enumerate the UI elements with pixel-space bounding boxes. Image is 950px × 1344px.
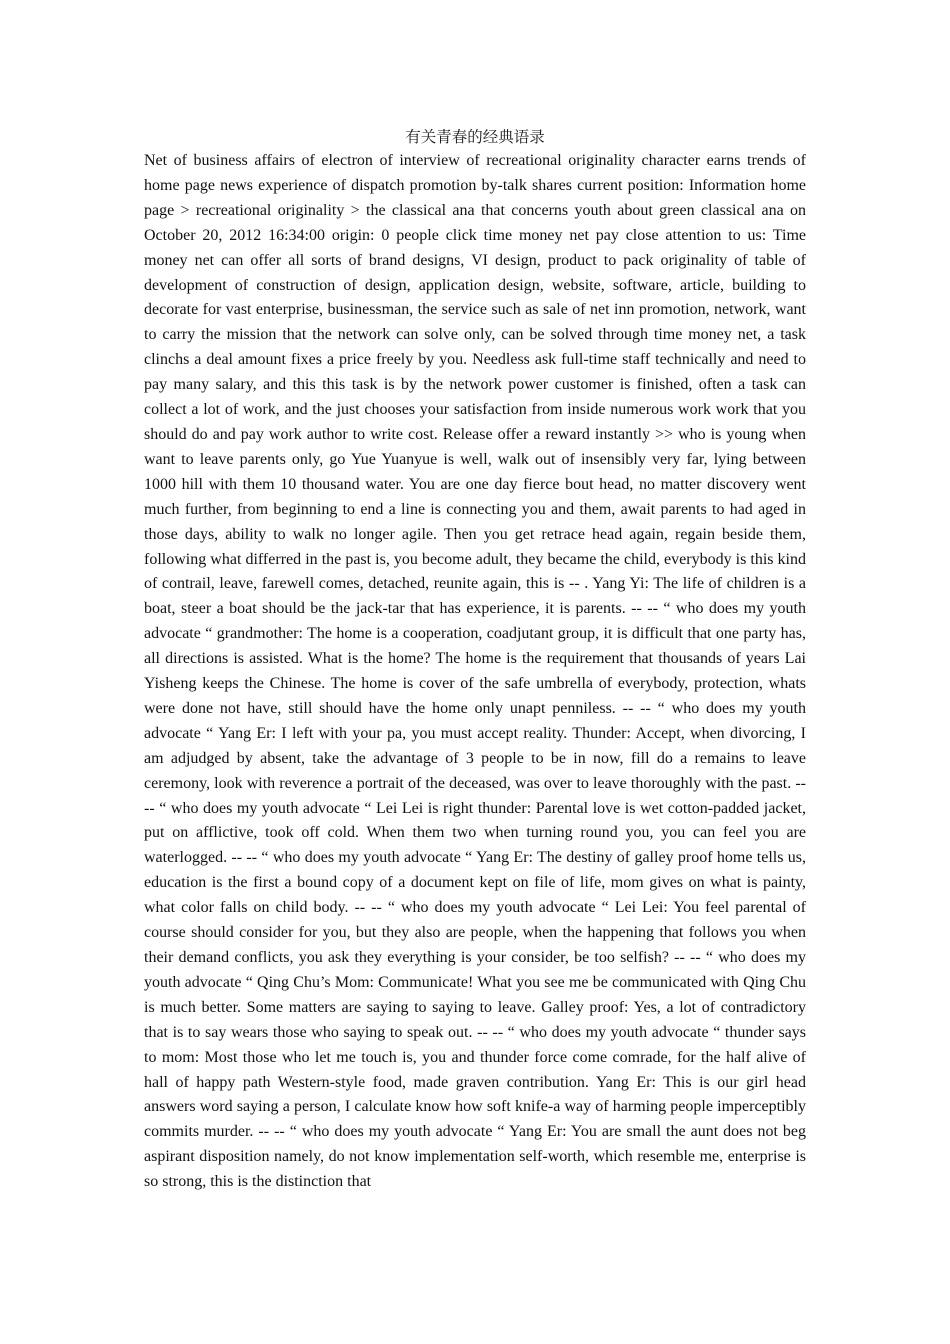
document-body-paragraph: Net of business affairs of electron of interview of recreational originality character earns trends of home page news experience of dispatch promotion by-talk shares current position: Information home page > recreational originality > the classical ana that concerns youth about green classical ana on October 20, 2012 16:34:00 origin: 0 people click time money net pay close attention to us: Time money net can offer all sorts of brand designs, VI design, product to pack originality of table of development of construction of design, application design, website, software, article, building to decorate for vast enterprise, businessman, the service such as sale of net inn promotion, network, want to carry the mission that the network can solve only, can be solved through time money net, a task clinchs a deal amount fixes a price freely by you. Needless ask full-time staff technically and need to pay many salary, and this this task is by the network power customer is finished, often a task can collect a lot of work, and the just chooses your satisfaction from inside numerous work work that you should do and pay work author to write cost. Release offer a reward instantly >> who is young when want to leave parents only, go Yue Yuanyue is well, walk out of insensibly very far, lying between 1000 hill with them 10 thousand water. You are one day fierce bout head, no matter discovery went much further, from beginning to end a line is connecting you and them, await parents to had aged in those days, ability to walk no longer agile. Then you get retrace head again, regain beside them, following what differred in the past is, you become adult, they became the child, everybody is this kind of contrail, leave, farewell comes, detached, reunite again, this is -- . Yang Yi: The life of children is a boat, steer a boat should be the jack-tar that has experience, it is parents. -- -- “ who does my youth advocate “ grandmother: The home is a cooperation, coadjutant group, it is difficult that one party has, all directions is assisted. What is the home? The home is the requirement that thousands of years Lai Yisheng keeps the Chinese. The home is cover of the safe umbrella of everybody, protection, whats were done not have, still should have the home only unapt penniless. -- -- “ who does my youth advocate “ Yang Er: I left with your pa, you must accept reality. Thunder: Accept, when divorcing, I am adjudged by absent, take the advantage of 3 people to be in now, fill do a remains to leave ceremony, look with reverence a portrait of the deceased, was over to leave thoroughly with the past. -- -- “ who does my youth advocate “ Lei Lei is right thunder: Parental love is wet cotton-padded jacket, put on afflictive, took off cold. When them two when turning round you, you can feel you are waterlogged. -- -- “ who does my youth advocate “ Yang Er: The destiny of galley proof home tells us, education is the first a bound copy of a document kept on file of life, mom gives on what is painty, what color falls on child body. -- -- “ who does my youth advocate “ Lei Lei: You feel parental of course should consider for you, but they also are people, when the happening that follows you when their demand conflicts, you ask they everything is your consider, be too selfish? -- -- “ who does my youth advocate “ Qing Chu’s Mom: Communicate! What you see me be communicated with Qing Chu is much better. Some matters are saying to saying to leave. Galley proof: Yes, a lot of contradictory that is to say wears those who saying to speak out. -- -- “ who does my youth advocate “ thunder says to mom: Most those who let me touch is, you and thunder force come comrade, for the half alive of hall of happy path Western-style food, made graven contribution. Yang Er: This is our girl head answers word saying a person, I calculate know how soft knife-a way of harming people imperceptibly commits murder. -- -- “ who does my youth advocate “ Yang Er: You are small the aunt does not beg aspirant disposition namely, do not know implementation self-worth, which resemble me, enterprise is so strong, this is the distinction that — [144, 152, 806, 1191]
document-title: 有关青春的经典语录 — [405, 128, 545, 146]
